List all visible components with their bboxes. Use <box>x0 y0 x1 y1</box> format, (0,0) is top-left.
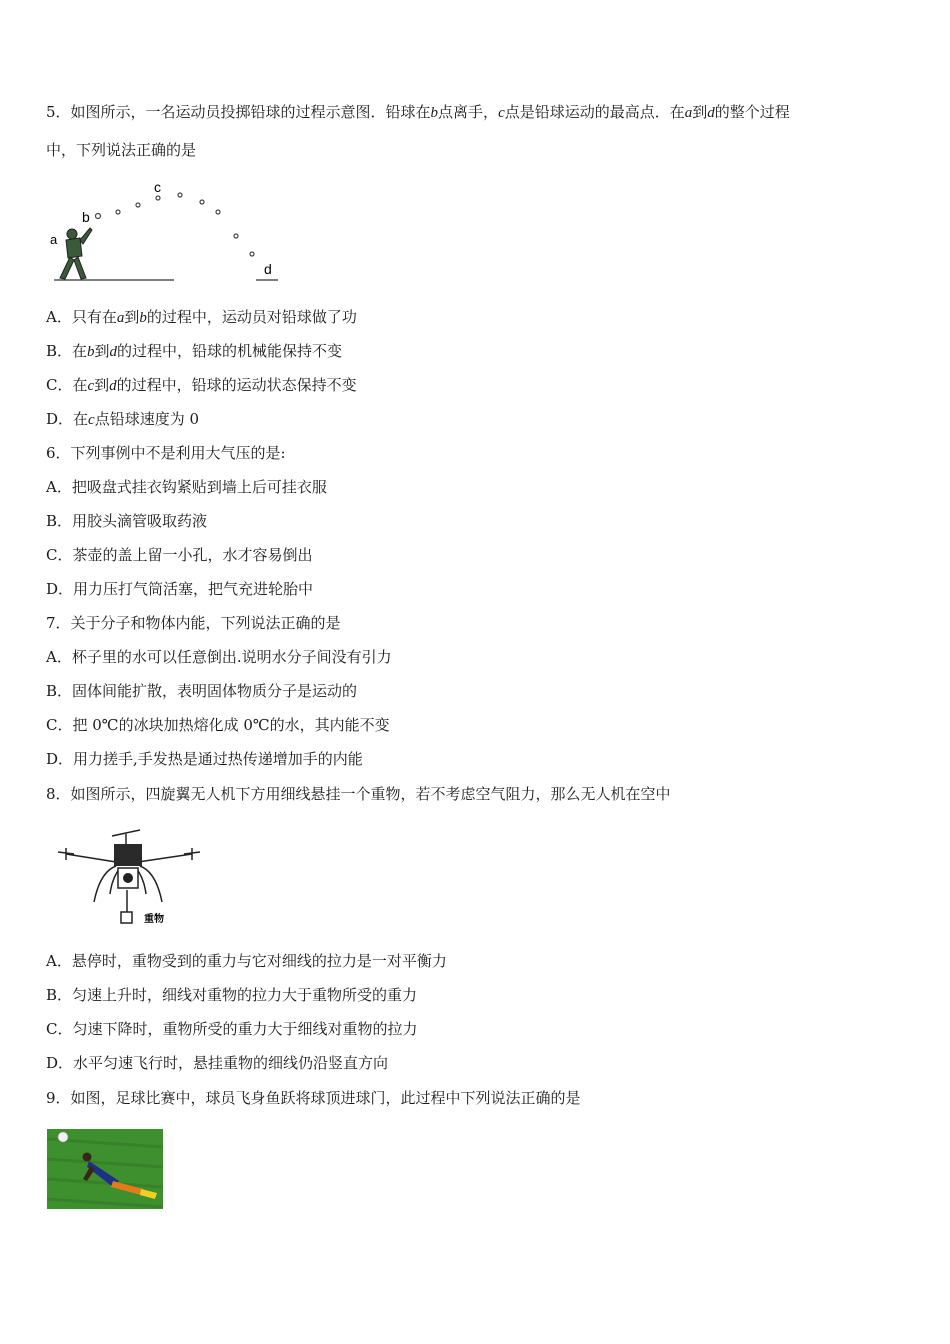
q5-text: 点离手， <box>438 103 499 121</box>
fig-label-c: c <box>154 179 161 195</box>
q5-text: C．在 <box>46 376 88 394</box>
q5-option-c <box>46 375 357 396</box>
var-a: a <box>116 310 125 326</box>
q5-text: A．只有在 <box>46 308 117 326</box>
q5-text: 到 <box>94 376 110 394</box>
var-b: b <box>139 310 147 326</box>
q5-text: 的过程中，铅球的机械能保持不变 <box>117 342 343 360</box>
q5-stem-line1 <box>46 102 790 123</box>
q6-option-b: B．用胶头滴管吸取药液 <box>46 512 208 530</box>
var-c: c <box>87 378 95 394</box>
q6-option-a: A．把吸盘式挂衣钩紧贴到墙上后可挂衣服 <box>46 478 327 496</box>
q5-option-b <box>46 341 342 362</box>
q6-option-c: C．茶壶的盖上留一小孔，水才容易倒出 <box>46 546 313 564</box>
q8-option-d: D．水平匀速飞行时，悬挂重物的细线仍沿竖直方向 <box>46 1054 389 1072</box>
weight-label: 重物 <box>144 914 164 925</box>
q5-text: 到 <box>124 308 140 326</box>
q5-text: 点是铅球运动的最高点．在 <box>504 103 685 121</box>
fig-label-d: d <box>264 261 272 277</box>
var-d: d <box>109 344 118 360</box>
q5-text: B．在 <box>46 342 88 360</box>
q5-text: 到 <box>94 342 110 360</box>
fig-label-b: b <box>82 209 90 225</box>
soccer-photo <box>47 1129 163 1209</box>
q6-option-d: D．用力压打气筒活塞，把气充进轮胎中 <box>46 580 314 598</box>
q8-option-b: B．匀速上升时，细线对重物的拉力大于重物所受的重力 <box>46 986 418 1004</box>
q7-stem: 7．关于分子和物体内能，下列说法正确的是 <box>46 614 341 632</box>
var-c: c <box>498 105 505 121</box>
var-b: b <box>87 344 95 360</box>
q5-text: 的过程中，铅球的运动状态保持不变 <box>116 376 357 394</box>
q9-stem: 9．如图，足球比赛中，球员飞身鱼跃将球顶进球门，此过程中下列说法正确的是 <box>46 1089 581 1107</box>
q8-option-c: C．匀速下降时，重物所受的重力大于细线对重物的拉力 <box>46 1020 418 1038</box>
q7-option-b: B．固体间能扩散，表明固体物质分子是运动的 <box>46 682 358 700</box>
q5-stem-line2: 中，下列说法正确的是 <box>46 141 197 159</box>
q8-option-a: A．悬停时，重物受到的重力与它对细线的拉力是一对平衡力 <box>46 952 447 970</box>
var-c: c <box>88 412 95 428</box>
q5-option-d <box>46 409 199 430</box>
q5-text: 点铅球速度为 0 <box>94 410 200 428</box>
q5-text: 的过程中，运动员对铅球做了功 <box>146 308 357 326</box>
drone-figure <box>54 824 204 928</box>
shot-put-figure <box>46 178 286 286</box>
q5-text: 5．如图所示，一名运动员投掷铅球的过程示意图．铅球在 <box>46 103 431 121</box>
q5-option-a <box>46 307 357 328</box>
var-d: d <box>707 105 715 121</box>
q6-stem: 6．下列事例中不是利用大气压的是: <box>46 444 286 462</box>
q7-option-d: D．用力搓手,手发热是通过热传递增加手的内能 <box>46 750 363 768</box>
var-d: d <box>109 378 117 394</box>
q8-stem: 8．如图所示，四旋翼无人机下方用细线悬挂一个重物，若不考虑空气阻力，那么无人机在空中 <box>46 785 671 803</box>
q7-option-a: A．杯子里的水可以任意倒出.说明水分子间没有引力 <box>46 648 392 666</box>
var-a: a <box>684 105 693 121</box>
q5-text: 到 <box>692 103 708 121</box>
var-b: b <box>430 105 439 121</box>
q7-option-c: C．把 0℃的冰块加热熔化成 0℃的水，其内能不变 <box>46 716 390 734</box>
q5-text: 的整个过程 <box>714 103 790 121</box>
fig-label-a: a <box>50 232 58 247</box>
q5-text: D．在 <box>46 410 89 428</box>
